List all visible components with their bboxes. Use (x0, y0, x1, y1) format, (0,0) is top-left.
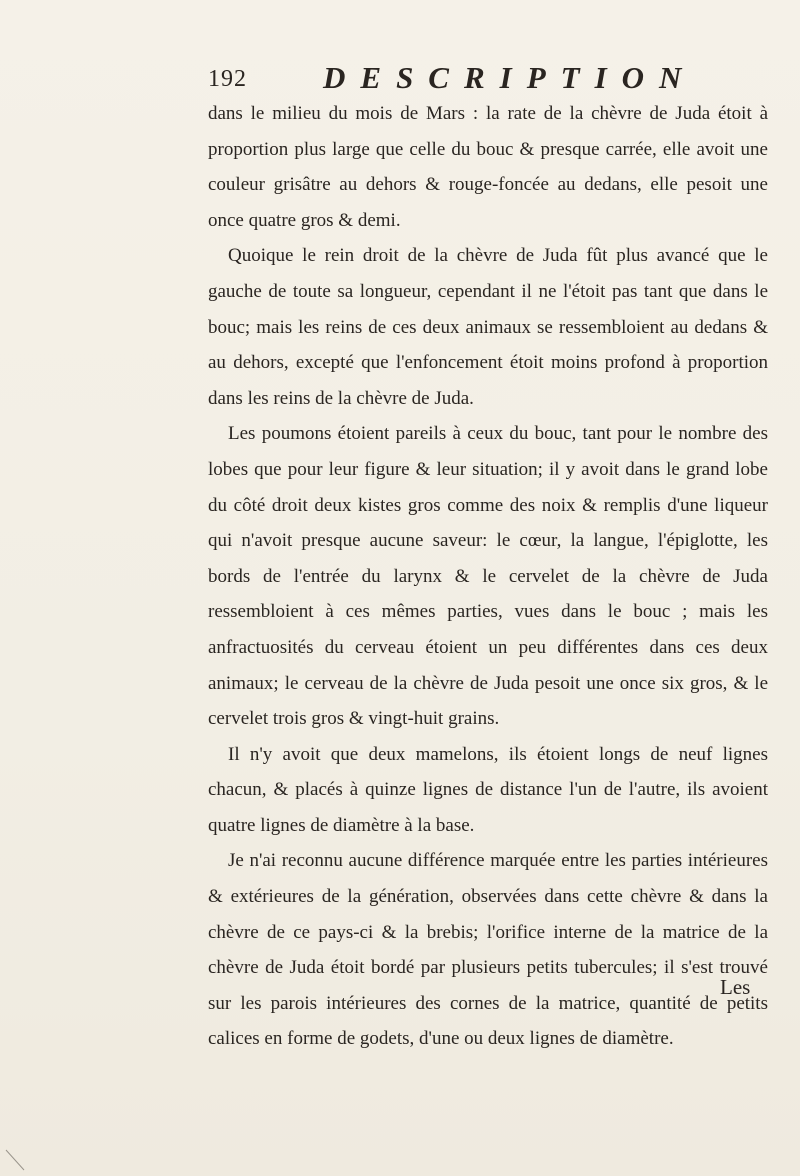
paragraph-lungs-brain: Les poumons étoient pareils à ceux du bouc, tant pour le nombre des lobes que pour leur figure & leur situation; il y avoit dans le grand lobe du côté droit deux kistes gros comme des noix & remplis d'une liqueur qui n'avoit presque aucune saveur: le cœur, la langue, l'épiglotte, les bords de l'entrée du larynx & le cervelet de la chèvre de Juda ressembloient à ces mêmes parties, vues dans le bouc ; mais les anfractuosités du cerveau étoient un peu différentes dans ces deux animaux; le cerveau de la chèvre de Juda pesoit une once six gros, & le cervelet trois gros & vingt-huit grains. (208, 423, 768, 730)
paragraph-spleen: dans le milieu du mois de Mars : la rate de la chèvre de Juda étoit à proportion plus large que celle du bouc & presque carrée, elle avoit une couleur grisâtre au dehors & rouge-foncée au dedans, elle pesoit une once quatre gros & demi. (208, 103, 768, 231)
catchword: Les (720, 975, 751, 999)
page-number: 192 (208, 66, 247, 92)
page-header (208, 60, 768, 100)
body-text (208, 96, 768, 1057)
paragraph-generation: Je n'ai reconnu aucune différence marquée entre les parties intérieures & extérieures de la génération, observées dans cette chèvre & dans la chèvre de ce pays-ci & la brebis; l'orifice interne de la matrice de la chèvre de Juda étoit bordé par plusieurs petits tubercules; il s'est trouvé sur les parois intérieures des cornes de la matrice, quantité de petits calices en forme de godets, d'une ou deux lignes de diamètre. (208, 850, 768, 1050)
running-title: DESCRIPTION (323, 60, 697, 95)
page-corner-mark (4, 1148, 28, 1172)
paragraph-teats: Il n'y avoit que deux mamelons, ils étoient longs de neuf lignes chacun, & placés à quinze lignes de distance l'un de l'autre, ils avoient quatre lignes de diamètre à la base. (208, 743, 768, 836)
paragraph-kidneys: Quoique le rein droit de la chèvre de Juda fût plus avancé que le gauche de toute sa longueur, cependant il ne l'étoit pas tant que dans le bouc; mais les reins de ces deux animaux se ressembloient au dedans & au dehors, excepté que l'enfoncement étoit moins profond à proportion dans les reins de la chèvre de Juda. (208, 245, 768, 409)
